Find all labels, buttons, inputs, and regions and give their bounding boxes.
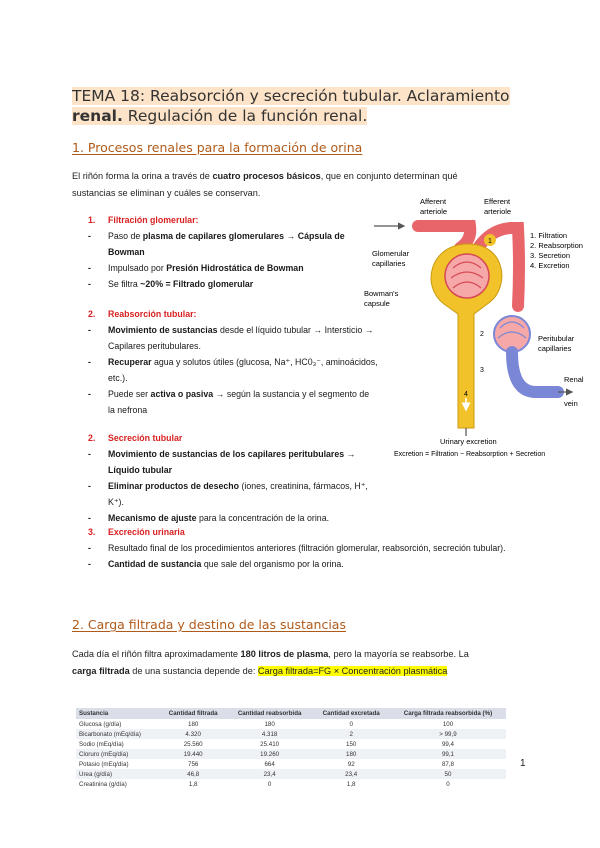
title-line1: TEMA 18: Reabsorción y secreción tubular. Aclaramiento (72, 87, 510, 105)
list-item: - Se filtra ~20% = Filtrado glomerular (88, 279, 254, 289)
process-filtracion: 1. Filtración glomerular: - Paso de plasma de capilares glomerulares → Cápsula de Bowman - Impulsado por Presión Hidrostática de Bowman - Se filtra ~20% = Filtrado glomerular (88, 212, 378, 292)
list-item: - Impulsado por Presión Hidrostática de Bowman (88, 263, 304, 273)
table-header-cell: Cantidad excretada (312, 708, 390, 719)
table-cell: 0 (349, 720, 353, 728)
table-cell: 180 (312, 749, 390, 759)
mark-3: 3 (480, 367, 484, 374)
table-row (76, 729, 506, 739)
label-peritubular2: capillaries (538, 344, 572, 353)
label-bowmans2: capsule (364, 299, 390, 308)
substances-table (76, 708, 506, 789)
list-item: - Mecanismo de ajuste para la concentración de la orina. (88, 513, 330, 523)
table-cell: 23,4 (312, 769, 390, 779)
legend-2: 2. Reabsorption (530, 241, 583, 250)
list-item: - Eliminar productos de desecho (iones, creatinina, fármacos, H⁺, K⁺). (88, 481, 368, 507)
label-efferent: Efferent (484, 197, 511, 206)
list-item: - Puede ser activa o pasiva → según la sustancia y el segmento de la nefrona (88, 389, 370, 415)
process-excrecion: 3. Excreción urinaria - Resultado final de los procedimientos anteriores (filtración glomerular, reabsorción, secreción tubular). - Cantidad de sustancia que sale del organismo por la orina. (88, 524, 508, 572)
title-bold: renal. (72, 107, 123, 125)
table-cell: 87,8 (441, 760, 454, 768)
list-item: - Movimiento de sustancias de los capilares peritubulares → Líquido tubular (88, 449, 356, 475)
table-cell: Creatinina (g/día) (79, 780, 127, 788)
table-cell: 0 (267, 780, 272, 788)
list-item: - Recuperar agua y solutos útiles (glucosa, Na⁺, HC0₃⁻, aminoácidos, etc.). (88, 357, 378, 383)
table-cell: 46,8 (159, 769, 226, 779)
table-cell: 4.320 (159, 729, 226, 739)
table-row (76, 779, 506, 789)
label-renal2: vein (564, 399, 578, 408)
label-urinary: Urinary excretion (440, 437, 497, 446)
label-renal: Renal (564, 375, 584, 384)
table-header-cell: Cantidad filtrada (159, 708, 226, 719)
formula-highlight: Carga filtrada=FG × Concentración plasmática (257, 666, 448, 676)
section1-heading: 1. Procesos renales para la formación de orina (72, 140, 363, 155)
table-cell: 1,8 (188, 780, 198, 788)
table-header-row (76, 708, 506, 719)
table-cell: 50 (390, 769, 506, 779)
label-peritubular: Peritubular (538, 334, 575, 343)
table-header-cell: Carga filtrada reabsorbida (%) (390, 708, 506, 719)
section1-intro: El riñón forma la orina a través de cuatro procesos básicos, que en conjunto determinan qué sustancias se eliminan y cuáles se conservan. (72, 171, 458, 198)
table-cell: 19.260 (227, 749, 313, 759)
table-row (76, 749, 506, 759)
table-cell: Cloruro (mEq/día) (76, 749, 159, 759)
table-cell: 4.318 (227, 729, 313, 739)
table-row (76, 769, 506, 779)
table-cell: 25.410 (260, 740, 280, 748)
table-header-cell: Sustancia (76, 708, 159, 719)
list-item: - Paso de plasma de capilares glomerulares → Cápsula de Bowman (88, 231, 345, 257)
legend-4: 4. Excretion (530, 261, 570, 270)
table-cell: 664 (264, 760, 275, 768)
table-cell: 0 (446, 780, 450, 788)
table-cell: 100 (442, 720, 454, 728)
mark-4: 4 (464, 391, 468, 398)
table-cell: Glucosa (g/día) (79, 720, 122, 728)
table-cell: 92 (347, 760, 355, 768)
label-afferent: Afferent (420, 197, 447, 206)
label-equation: Excretion = Filtration − Reabsorption + Secretion (394, 451, 546, 458)
table-cell: 180 (264, 720, 275, 728)
table-cell: Sodio (mEq/día) (79, 740, 124, 748)
label-glomerular2: capillaries (372, 259, 406, 268)
table-cell: 99,4 (441, 740, 454, 748)
section2-heading: 2. Carga filtrada y destino de las sustancias (72, 617, 346, 632)
title-rest: Regulación de la función renal. (122, 107, 368, 125)
table-cell: Urea (g/día) (76, 769, 159, 779)
mark-2: 2 (480, 331, 484, 338)
section2-text: Cada día el riñón filtra aproximadamente 180 litros de plasma, pero la mayoría se reabsorbe. La carga filtrada de una sustancia depende de: Carga filtrada=FG × Concentración plasmática (72, 649, 469, 676)
label-efferent2: arteriole (484, 207, 512, 216)
process-reabsorcion: 2. Reabsorción tubular: - Movimiento de sustancias desde el líquido tubular → Intersticio → Capilares peritubulares. - Recuperar agua y solutos útiles (glucosa, Na⁺, HC0₃⁻, aminoácidos, etc.). - Puede ser activa o pasiva → según la sustancia y el segmento de la nefrona (88, 306, 378, 418)
page-title (72, 86, 532, 126)
list-item: - Resultado final de los procedimientos anteriores (filtración glomerular, reabsorción, secreción tubular). (88, 543, 506, 553)
table-cell: > 99,9 (390, 729, 506, 739)
nephron-diagram (360, 196, 592, 460)
table-row (76, 719, 506, 729)
list-item: - Cantidad de sustancia que sale del organismo por la orina. (88, 559, 344, 569)
table-cell: 1,8 (346, 780, 356, 788)
table-cell: 756 (188, 760, 199, 768)
table-cell: Bicarbonato (mEq/día) (76, 729, 159, 739)
label-bowmans: Bowman's (364, 289, 399, 298)
page-number: 1 (520, 758, 526, 769)
table-cell: 23,4 (227, 769, 313, 779)
table-cell: Potasio (mEq/día) (79, 760, 129, 768)
renal-vein (512, 352, 558, 392)
label-glomerular: Glomerular (372, 249, 410, 258)
process-secrecion: 2. Secreción tubular - Movimiento de sustancias de los capilares peritubulares → Líquido tubular - Eliminar productos de desecho (iones, creatinina, fármacos, H⁺, K⁺). - Mecanismo de ajuste para la concentración de la orina. (88, 430, 378, 526)
label-afferent2: arteriole (420, 207, 448, 216)
table-row (76, 739, 506, 749)
table-cell: 99,1 (390, 749, 506, 759)
legend-3: 3. Secretion (530, 251, 571, 260)
table-row (76, 759, 506, 769)
table-cell: 180 (188, 720, 199, 728)
table-header-cell: Cantidad reabsorbida (227, 708, 313, 719)
table-cell: 2 (312, 729, 390, 739)
table-cell: 150 (346, 740, 357, 748)
table-cell: 25.560 (183, 740, 203, 748)
table-cell: 19.440 (159, 749, 226, 759)
legend-1: 1. Filtration (530, 231, 568, 240)
glomerulus (445, 254, 489, 298)
mark-1: 1 (488, 238, 492, 245)
list-item: - Movimiento de sustancias desde el líquido tubular → Intersticio → Capilares peritubulares. (88, 325, 374, 351)
